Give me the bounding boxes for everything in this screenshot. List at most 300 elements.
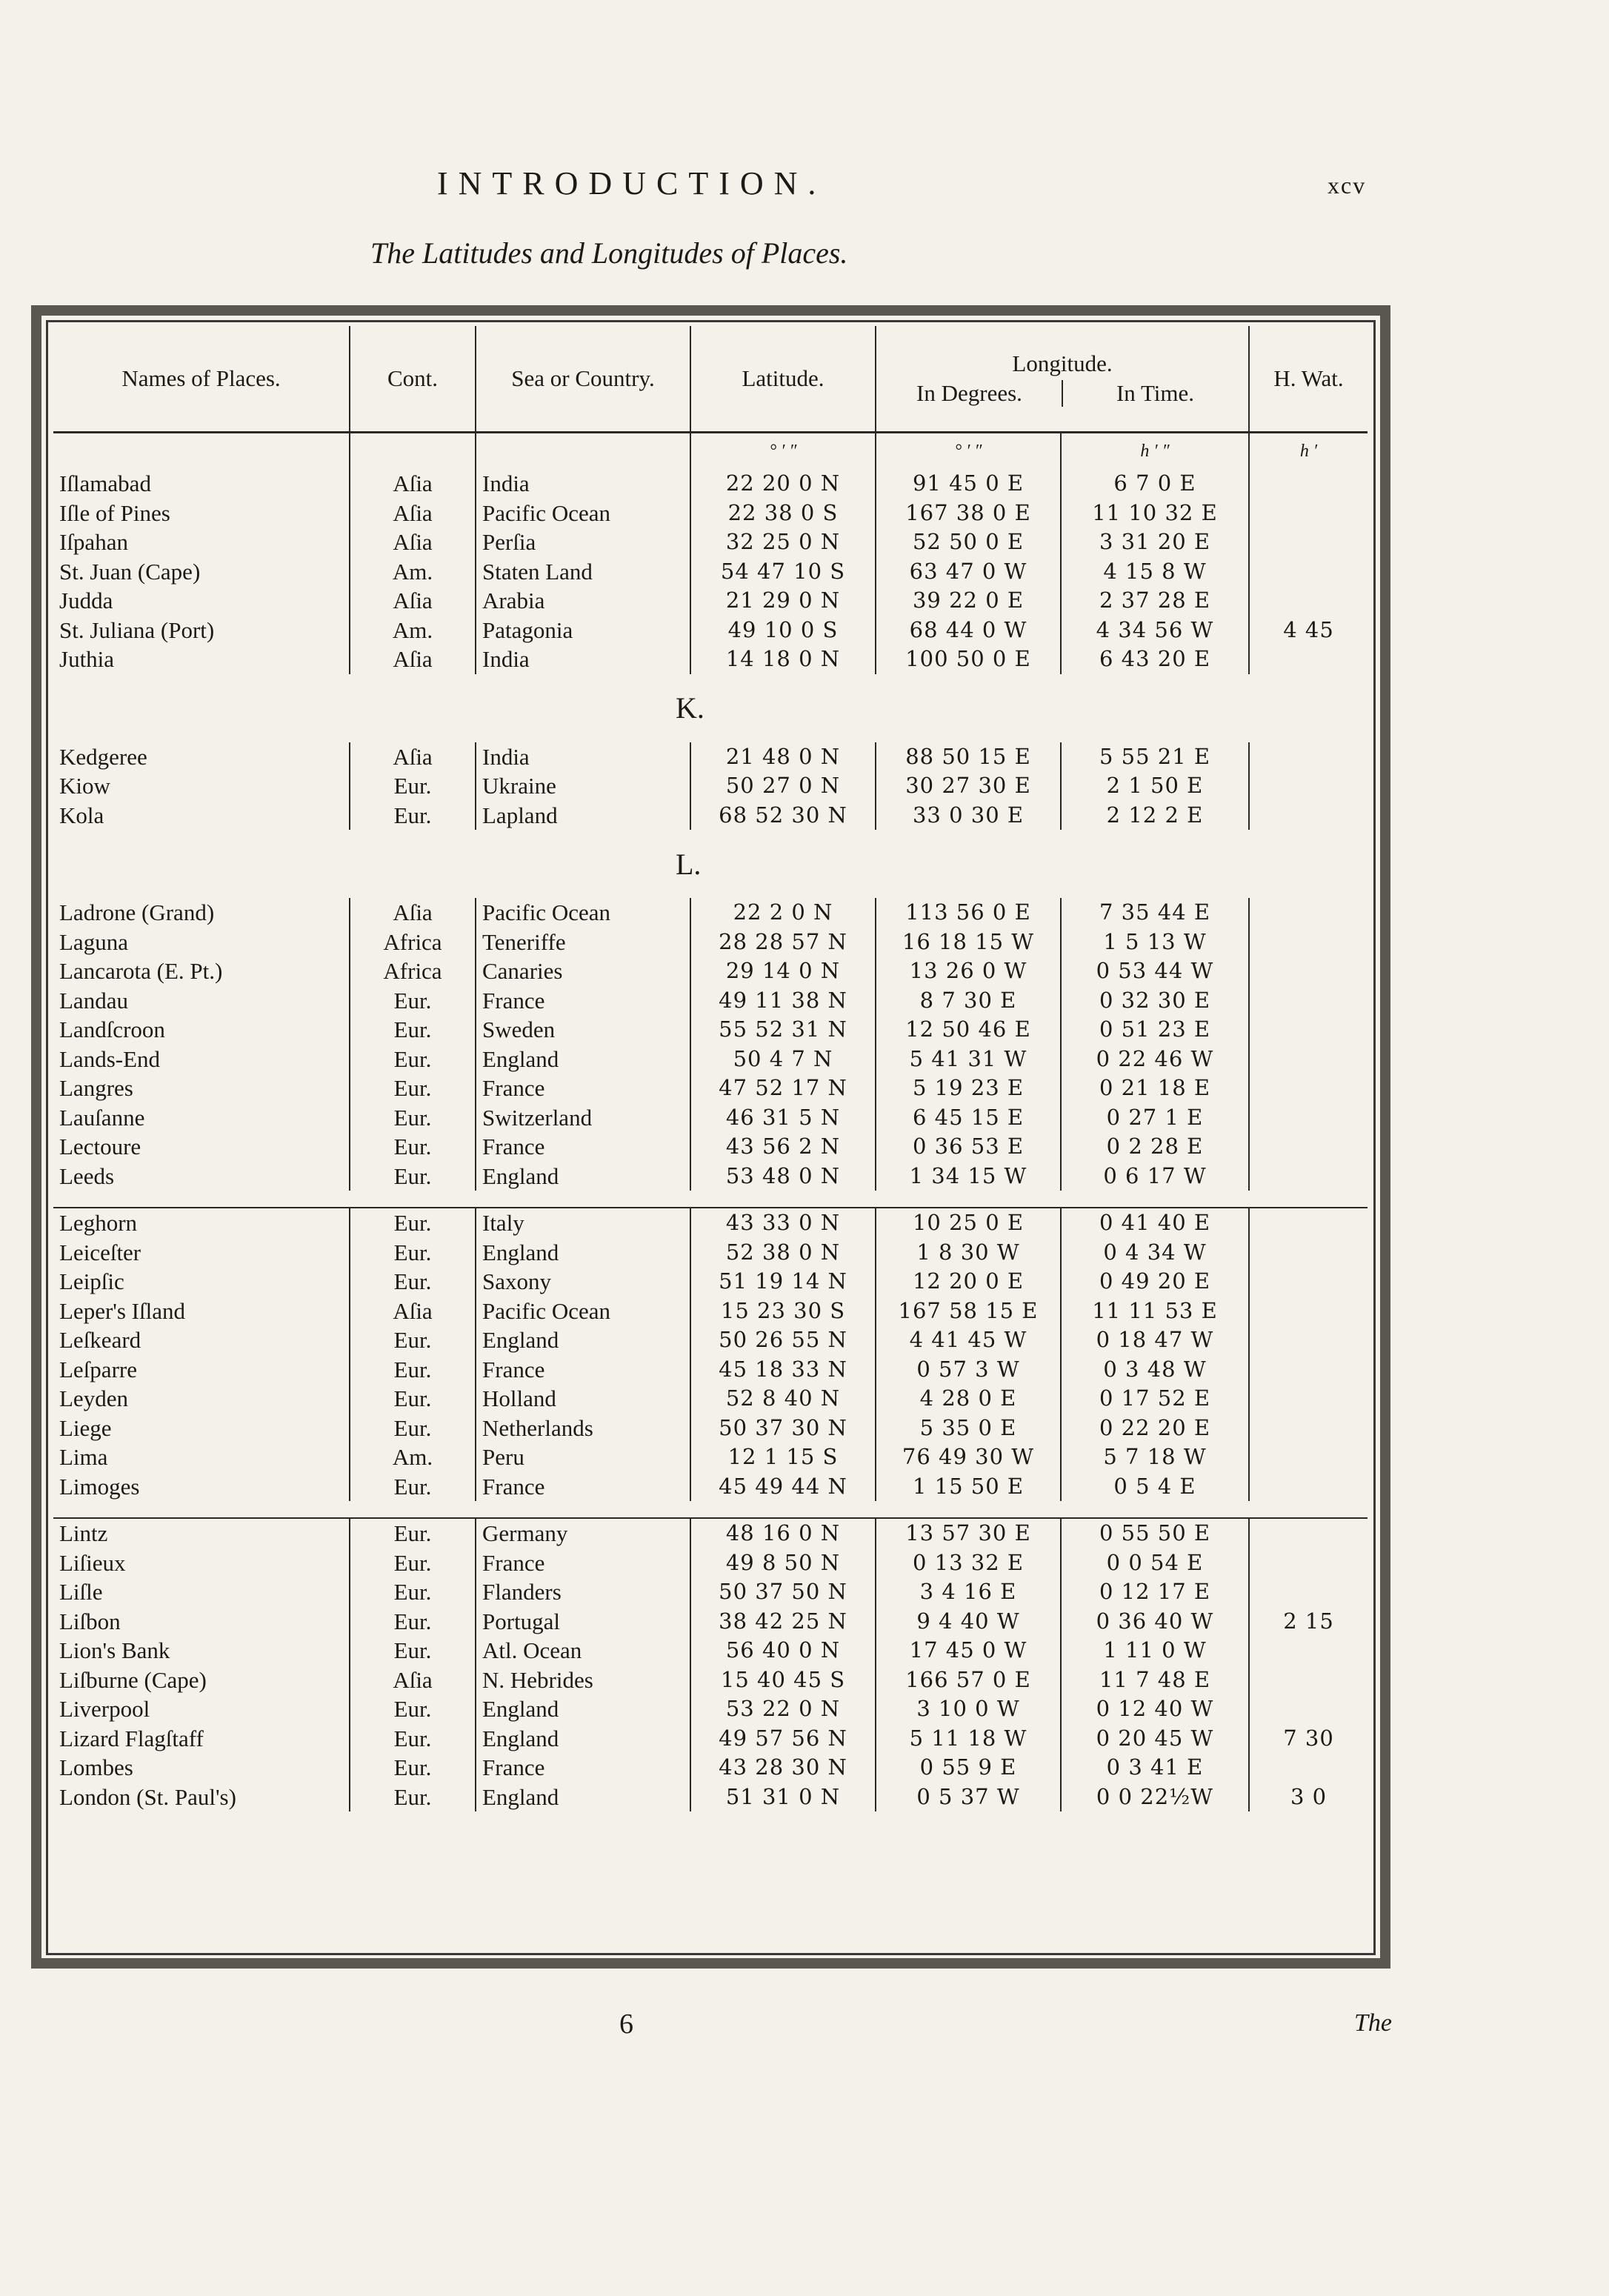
high-water-cell — [1249, 1636, 1368, 1666]
place-name-cell: Liſburne (Cape) — [59, 1666, 207, 1693]
sea-or-country-cell: Holland — [476, 1384, 690, 1414]
continent-cell: Aſia — [350, 1666, 476, 1695]
continent-cell: Eur. — [350, 1414, 476, 1443]
section-letter-row — [53, 830, 1368, 898]
table-row — [53, 771, 1368, 801]
sea-or-country-cell: Teneriffe — [476, 928, 690, 957]
place-name-cell: Leghorn — [59, 1210, 138, 1237]
latitude-cell: 43 28 30 N — [690, 1753, 876, 1783]
longitude-degrees-cell: 167 38 0 E — [876, 499, 1061, 528]
group-divider — [53, 1501, 1368, 1518]
longitude-time-cell: 6 43 20 E — [1061, 645, 1249, 674]
units-row — [53, 433, 1368, 470]
high-water-cell — [1249, 1577, 1368, 1607]
longitude-degrees-cell: 0 36 53 E — [876, 1132, 1061, 1162]
section-letter-row — [53, 674, 1368, 742]
longitude-degrees-cell: 167 58 15 E — [876, 1297, 1061, 1326]
continent-cell: Aſia — [350, 499, 476, 528]
table-row — [53, 1384, 1368, 1414]
place-name-cell: London (St. Paul's) — [59, 1783, 236, 1810]
place-name-cell: Ladrone (Grand) — [59, 899, 215, 926]
longitude-time-cell: 11 11 53 E — [1061, 1297, 1249, 1326]
latitude-cell: 50 37 30 N — [690, 1414, 876, 1443]
longitude-time-cell: 0 41 40 E — [1061, 1208, 1249, 1238]
longitude-degrees-cell: 5 41 31 W — [876, 1045, 1061, 1074]
table-row — [53, 528, 1368, 557]
longitude-time-cell: 1 5 13 W — [1061, 928, 1249, 957]
catchword: The — [1354, 2009, 1392, 2037]
longitude-degrees-cell: 12 20 0 E — [876, 1267, 1061, 1297]
high-water-cell — [1249, 1015, 1368, 1045]
longitude-time-cell: 0 51 23 E — [1061, 1015, 1249, 1045]
col-header-cont: Cont. — [350, 326, 476, 433]
longitude-degrees-cell: 9 4 40 W — [876, 1607, 1061, 1637]
place-name-cell: Landſcroon — [59, 1016, 165, 1043]
continent-cell: Eur. — [350, 1074, 476, 1103]
latitude-cell: 48 16 0 N — [690, 1518, 876, 1548]
longitude-time-cell: 0 20 45 W — [1061, 1724, 1249, 1754]
table-row — [53, 1724, 1368, 1754]
sea-or-country-cell: India — [476, 742, 690, 772]
latitude-cell: 54 47 10 S — [690, 557, 876, 587]
high-water-cell — [1249, 557, 1368, 587]
high-water-cell — [1249, 1666, 1368, 1695]
continent-cell: Eur. — [350, 1015, 476, 1045]
longitude-label: Longitude. — [1012, 350, 1113, 376]
units-time: h ′ ″ — [1061, 433, 1249, 470]
table-subtitle: The Latitudes and Longitudes of Places. — [370, 236, 848, 270]
sea-or-country-cell: France — [476, 1074, 690, 1103]
place-name-cell: Leſkeard — [59, 1327, 141, 1354]
sea-or-country-cell: Perſia — [476, 528, 690, 557]
continent-cell: Eur. — [350, 1267, 476, 1297]
latitude-cell: 29 14 0 N — [690, 956, 876, 986]
longitude-degrees-cell: 52 50 0 E — [876, 528, 1061, 557]
longitude-degrees-cell: 17 45 0 W — [876, 1636, 1061, 1666]
table-row — [53, 801, 1368, 831]
place-name-cell: Leipſic — [59, 1268, 124, 1295]
latitude-cell: 22 38 0 S — [690, 499, 876, 528]
col-header-high-water: H. Wat. — [1249, 326, 1368, 433]
sea-or-country-cell: Atl. Ocean — [476, 1636, 690, 1666]
latitude-cell: 68 52 30 N — [690, 801, 876, 831]
latitude-cell: 14 18 0 N — [690, 645, 876, 674]
high-water-cell — [1249, 771, 1368, 801]
table-row — [53, 742, 1368, 772]
sea-or-country-cell: Netherlands — [476, 1414, 690, 1443]
table-row — [53, 1783, 1368, 1812]
sea-or-country-cell: Sweden — [476, 1015, 690, 1045]
units-high-water: h ′ — [1249, 433, 1368, 470]
continent-cell: Eur. — [350, 1783, 476, 1812]
high-water-cell — [1249, 956, 1368, 986]
latitude-cell: 52 8 40 N — [690, 1384, 876, 1414]
table-row — [53, 645, 1368, 674]
longitude-time-cell: 6 7 0 E — [1061, 469, 1249, 499]
continent-cell: Aſia — [350, 469, 476, 499]
col-header-name: Names of Places. — [53, 326, 350, 433]
sea-or-country-cell: England — [476, 1724, 690, 1754]
longitude-degrees-cell: 4 41 45 W — [876, 1325, 1061, 1355]
longitude-degrees-cell: 3 10 0 W — [876, 1694, 1061, 1724]
table-row — [53, 499, 1368, 528]
longitude-time-cell: 4 15 8 W — [1061, 557, 1249, 587]
place-name-cell: Liverpool — [59, 1696, 150, 1723]
place-name-cell: Judda — [59, 588, 113, 614]
longitude-time-cell: 11 7 48 E — [1061, 1666, 1249, 1695]
latitude-cell: 52 38 0 N — [690, 1238, 876, 1268]
table-row — [53, 1443, 1368, 1472]
high-water-cell — [1249, 586, 1368, 616]
high-water-cell — [1249, 645, 1368, 674]
table-row — [53, 1045, 1368, 1074]
place-name-cell: Landau — [59, 987, 128, 1014]
longitude-time-cell: 5 7 18 W — [1061, 1443, 1249, 1472]
continent-cell: Eur. — [350, 771, 476, 801]
latitude-cell: 49 10 0 S — [690, 616, 876, 645]
place-name-cell: Kiow — [59, 773, 110, 799]
sea-or-country-cell: England — [476, 1783, 690, 1812]
latitude-cell: 28 28 57 N — [690, 928, 876, 957]
continent-cell: Eur. — [350, 1132, 476, 1162]
latitude-cell: 53 22 0 N — [690, 1694, 876, 1724]
continent-cell: Eur. — [350, 1636, 476, 1666]
section-letter: L. — [676, 847, 702, 881]
table-row — [53, 1753, 1368, 1783]
place-name-cell: Iſlamabad — [59, 470, 151, 497]
sea-or-country-cell: France — [476, 1548, 690, 1578]
longitude-time-cell: 0 53 44 W — [1061, 956, 1249, 986]
sea-or-country-cell: England — [476, 1238, 690, 1268]
high-water-cell — [1249, 1325, 1368, 1355]
continent-cell: Aſia — [350, 528, 476, 557]
longitude-degrees-cell: 1 8 30 W — [876, 1238, 1061, 1268]
latitude-cell: 22 20 0 N — [690, 469, 876, 499]
place-name-cell: Lancarota (E. Pt.) — [59, 958, 223, 985]
latitude-cell: 50 26 55 N — [690, 1325, 876, 1355]
place-name-cell: Liſle — [59, 1579, 103, 1605]
longitude-degrees-cell: 5 19 23 E — [876, 1074, 1061, 1103]
table-row — [53, 1636, 1368, 1666]
place-name-cell: Liſieux — [59, 1549, 126, 1576]
continent-cell: Aſia — [350, 742, 476, 772]
high-water-cell — [1249, 1132, 1368, 1162]
longitude-degrees-cell: 100 50 0 E — [876, 645, 1061, 674]
latitude-cell: 21 48 0 N — [690, 742, 876, 772]
table-header-row — [53, 326, 1368, 433]
sea-or-country-cell: Pacific Ocean — [476, 499, 690, 528]
latitude-cell: 50 37 50 N — [690, 1577, 876, 1607]
high-water-cell: 4 45 — [1249, 616, 1368, 645]
continent-cell: Africa — [350, 956, 476, 986]
sea-or-country-cell: India — [476, 469, 690, 499]
longitude-degrees-cell: 13 26 0 W — [876, 956, 1061, 986]
continent-cell: Eur. — [350, 1694, 476, 1724]
latitude-cell: 47 52 17 N — [690, 1074, 876, 1103]
longitude-time-cell: 0 49 20 E — [1061, 1267, 1249, 1297]
high-water-cell — [1249, 1074, 1368, 1103]
table-row — [53, 1103, 1368, 1133]
longitude-degrees-cell: 0 13 32 E — [876, 1548, 1061, 1578]
longitude-degrees-cell: 12 50 46 E — [876, 1015, 1061, 1045]
continent-cell: Africa — [350, 928, 476, 957]
continent-cell: Am. — [350, 1443, 476, 1472]
table-body — [53, 433, 1368, 1812]
units-degrees: ° ′ ″ — [876, 433, 1061, 470]
longitude-time-cell: 0 36 40 W — [1061, 1607, 1249, 1637]
high-water-cell — [1249, 742, 1368, 772]
place-name-cell: Lauſanne — [59, 1104, 145, 1131]
high-water-cell — [1249, 898, 1368, 928]
place-name-cell: Limoges — [59, 1473, 140, 1500]
latitude-cell: 56 40 0 N — [690, 1636, 876, 1666]
longitude-degrees-cell: 68 44 0 W — [876, 616, 1061, 645]
place-name-cell: Lectoure — [59, 1134, 141, 1160]
longitude-time-cell: 2 1 50 E — [1061, 771, 1249, 801]
sea-or-country-cell: England — [476, 1045, 690, 1074]
longitude-time-cell: 2 37 28 E — [1061, 586, 1249, 616]
continent-cell: Eur. — [350, 1045, 476, 1074]
longitude-degrees-cell: 5 35 0 E — [876, 1414, 1061, 1443]
latitude-cell: 51 31 0 N — [690, 1783, 876, 1812]
longitude-degrees-cell: 5 11 18 W — [876, 1724, 1061, 1754]
longitude-degrees-cell: 10 25 0 E — [876, 1208, 1061, 1238]
high-water-cell — [1249, 1297, 1368, 1326]
places-table — [53, 326, 1368, 1811]
sea-or-country-cell: France — [476, 1472, 690, 1502]
continent-cell: Eur. — [350, 1384, 476, 1414]
latitude-cell: 50 27 0 N — [690, 771, 876, 801]
continent-cell: Eur. — [350, 1753, 476, 1783]
table-row — [53, 898, 1368, 928]
high-water-cell — [1249, 1548, 1368, 1578]
sea-or-country-cell: France — [476, 1132, 690, 1162]
col-header-time: In Time. — [1062, 380, 1247, 407]
place-name-cell: Kedgeree — [59, 743, 147, 770]
continent-cell: Aſia — [350, 586, 476, 616]
col-header-longitude — [876, 326, 1249, 433]
table-row — [53, 1548, 1368, 1578]
table-row — [53, 1267, 1368, 1297]
longitude-time-cell: 0 17 52 E — [1061, 1384, 1249, 1414]
latitude-cell: 43 33 0 N — [690, 1208, 876, 1238]
table-row — [53, 1297, 1368, 1326]
place-name-cell: Liſbon — [59, 1608, 121, 1634]
table-row — [53, 1132, 1368, 1162]
latitude-cell: 15 23 30 S — [690, 1297, 876, 1326]
table-row — [53, 1607, 1368, 1637]
continent-cell: Eur. — [350, 1208, 476, 1238]
sea-or-country-cell: France — [476, 1355, 690, 1385]
high-water-cell: 3 0 — [1249, 1783, 1368, 1812]
sea-or-country-cell: France — [476, 1753, 690, 1783]
page-number: 6 — [619, 2009, 633, 2040]
high-water-cell — [1249, 1753, 1368, 1783]
table-row — [53, 986, 1368, 1016]
latitude-cell: 53 48 0 N — [690, 1162, 876, 1191]
longitude-degrees-cell: 0 57 3 W — [876, 1355, 1061, 1385]
high-water-cell — [1249, 1355, 1368, 1385]
high-water-cell — [1249, 1267, 1368, 1297]
continent-cell: Eur. — [350, 1355, 476, 1385]
table-row — [53, 1162, 1368, 1191]
sea-or-country-cell: Italy — [476, 1208, 690, 1238]
sea-or-country-cell: Ukraine — [476, 771, 690, 801]
latitude-cell: 22 2 0 N — [690, 898, 876, 928]
col-header-latitude: Latitude. — [690, 326, 876, 433]
latitude-cell: 51 19 14 N — [690, 1267, 876, 1297]
sea-or-country-cell: Pacific Ocean — [476, 1297, 690, 1326]
table-row — [53, 586, 1368, 616]
continent-cell: Aſia — [350, 1297, 476, 1326]
longitude-degrees-cell: 8 7 30 E — [876, 986, 1061, 1016]
place-name-cell: Juthia — [59, 646, 115, 673]
continent-cell: Eur. — [350, 1238, 476, 1268]
continent-cell: Aſia — [350, 645, 476, 674]
longitude-degrees-cell: 1 34 15 W — [876, 1162, 1061, 1191]
sea-or-country-cell: Patagonia — [476, 616, 690, 645]
high-water-cell — [1249, 1414, 1368, 1443]
longitude-time-cell: 0 4 34 W — [1061, 1238, 1249, 1268]
continent-cell: Aſia — [350, 898, 476, 928]
continent-cell: Am. — [350, 557, 476, 587]
high-water-cell — [1249, 1045, 1368, 1074]
latitude-cell: 49 57 56 N — [690, 1724, 876, 1754]
high-water-cell — [1249, 801, 1368, 831]
latitude-cell: 43 56 2 N — [690, 1132, 876, 1162]
high-water-cell — [1249, 986, 1368, 1016]
table-row — [53, 1238, 1368, 1268]
latitude-cell: 49 8 50 N — [690, 1548, 876, 1578]
table-row — [53, 469, 1368, 499]
longitude-degrees-cell: 1 15 50 E — [876, 1472, 1061, 1502]
sea-or-country-cell: Flanders — [476, 1577, 690, 1607]
continent-cell: Eur. — [350, 1724, 476, 1754]
latitude-cell: 50 4 7 N — [690, 1045, 876, 1074]
longitude-degrees-cell: 91 45 0 E — [876, 469, 1061, 499]
col-header-sea: Sea or Country. — [476, 326, 690, 433]
table-row — [53, 1015, 1368, 1045]
latitude-cell: 49 11 38 N — [690, 986, 876, 1016]
continent-cell: Eur. — [350, 986, 476, 1016]
longitude-time-cell: 0 5 4 E — [1061, 1472, 1249, 1502]
longitude-time-cell: 0 21 18 E — [1061, 1074, 1249, 1103]
table-row — [53, 557, 1368, 587]
high-water-cell — [1249, 469, 1368, 499]
units-latitude: ° ′ ″ — [690, 433, 876, 470]
longitude-degrees-cell: 33 0 30 E — [876, 801, 1061, 831]
place-name-cell: Iſpahan — [59, 529, 128, 556]
latitude-cell: 38 42 25 N — [690, 1607, 876, 1637]
table-row — [53, 1666, 1368, 1695]
latitude-cell: 15 40 45 S — [690, 1666, 876, 1695]
continent-cell: Eur. — [350, 1518, 476, 1548]
longitude-time-cell: 0 27 1 E — [1061, 1103, 1249, 1133]
place-name-cell: Liege — [59, 1414, 112, 1441]
place-name-cell: Lintz — [59, 1520, 108, 1547]
longitude-degrees-cell: 4 28 0 E — [876, 1384, 1061, 1414]
longitude-time-cell: 11 10 32 E — [1061, 499, 1249, 528]
sea-or-country-cell: Staten Land — [476, 557, 690, 587]
longitude-time-cell: 0 0 54 E — [1061, 1548, 1249, 1578]
group-divider — [53, 1191, 1368, 1208]
table-row — [53, 1208, 1368, 1238]
table-row — [53, 1694, 1368, 1724]
sea-or-country-cell: N. Hebrides — [476, 1666, 690, 1695]
place-name-cell: Iſle of Pines — [59, 499, 170, 526]
longitude-time-cell: 2 12 2 E — [1061, 801, 1249, 831]
table-row — [53, 1577, 1368, 1607]
continent-cell: Am. — [350, 616, 476, 645]
high-water-cell — [1249, 1384, 1368, 1414]
col-header-degrees: In Degrees. — [916, 380, 1022, 406]
longitude-degrees-cell: 63 47 0 W — [876, 557, 1061, 587]
sea-or-country-cell: Germany — [476, 1518, 690, 1548]
place-name-cell: Leyden — [59, 1385, 128, 1412]
continent-cell: Eur. — [350, 801, 476, 831]
high-water-cell — [1249, 1443, 1368, 1472]
table-row — [53, 1325, 1368, 1355]
table-row — [53, 1074, 1368, 1103]
place-name-cell: Kola — [59, 802, 104, 828]
sea-or-country-cell: India — [476, 645, 690, 674]
table-row — [53, 1518, 1368, 1548]
high-water-cell: 2 15 — [1249, 1607, 1368, 1637]
longitude-time-cell: 0 2 28 E — [1061, 1132, 1249, 1162]
section-letter: K. — [676, 691, 704, 725]
place-name-cell: Leiceſter — [59, 1239, 141, 1265]
high-water-cell: 7 30 — [1249, 1724, 1368, 1754]
folio-number: xcv — [1327, 172, 1367, 199]
longitude-degrees-cell: 6 45 15 E — [876, 1103, 1061, 1133]
place-name-cell: Lion's Bank — [59, 1637, 170, 1664]
longitude-degrees-cell: 76 49 30 W — [876, 1443, 1061, 1472]
place-name-cell: Leeds — [59, 1162, 115, 1189]
longitude-time-cell: 0 3 48 W — [1061, 1355, 1249, 1385]
continent-cell: Eur. — [350, 1577, 476, 1607]
sea-or-country-cell: Portugal — [476, 1607, 690, 1637]
longitude-degrees-cell: 3 4 16 E — [876, 1577, 1061, 1607]
place-name-cell: Lombes — [59, 1754, 133, 1781]
high-water-cell — [1249, 1238, 1368, 1268]
continent-cell: Eur. — [350, 1325, 476, 1355]
sea-or-country-cell: Pacific Ocean — [476, 898, 690, 928]
longitude-degrees-cell: 166 57 0 E — [876, 1666, 1061, 1695]
longitude-degrees-cell: 88 50 15 E — [876, 742, 1061, 772]
longitude-time-cell: 5 55 21 E — [1061, 742, 1249, 772]
longitude-time-cell: 4 34 56 W — [1061, 616, 1249, 645]
place-name-cell: Lima — [59, 1444, 108, 1471]
longitude-time-cell: 0 6 17 W — [1061, 1162, 1249, 1191]
longitude-time-cell: 0 3 41 E — [1061, 1753, 1249, 1783]
table-row — [53, 1355, 1368, 1385]
continent-cell: Eur. — [350, 1472, 476, 1502]
longitude-time-cell: 0 18 47 W — [1061, 1325, 1249, 1355]
sea-or-country-cell: Arabia — [476, 586, 690, 616]
sea-or-country-cell: Saxony — [476, 1267, 690, 1297]
high-water-cell — [1249, 1103, 1368, 1133]
latitude-cell: 21 29 0 N — [690, 586, 876, 616]
latitude-cell: 45 18 33 N — [690, 1355, 876, 1385]
longitude-time-cell: 0 12 17 E — [1061, 1577, 1249, 1607]
longitude-time-cell: 0 12 40 W — [1061, 1694, 1249, 1724]
longitude-time-cell: 7 35 44 E — [1061, 898, 1249, 928]
longitude-time-cell: 0 32 30 E — [1061, 986, 1249, 1016]
longitude-degrees-cell: 0 55 9 E — [876, 1753, 1061, 1783]
high-water-cell — [1249, 1162, 1368, 1191]
place-name-cell: Lizard Flagſtaff — [59, 1725, 204, 1751]
high-water-cell — [1249, 1472, 1368, 1502]
